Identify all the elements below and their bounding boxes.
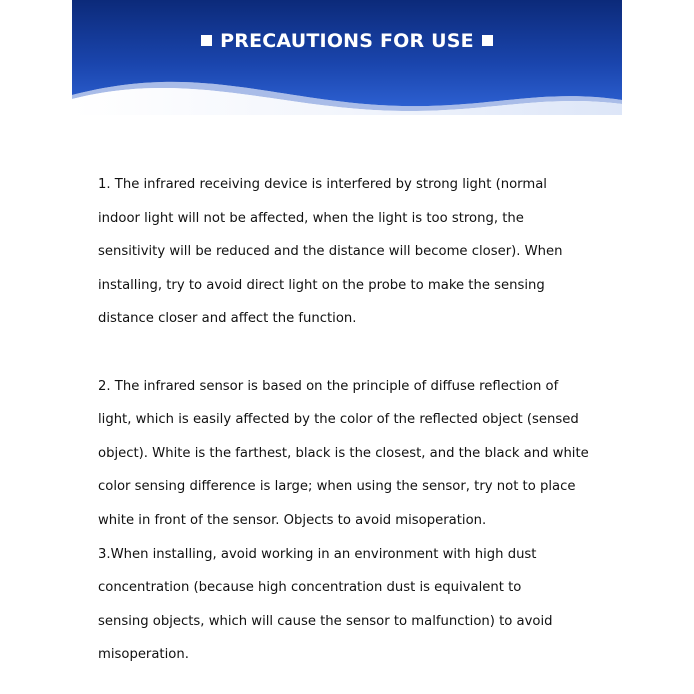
precaution-item-3 — [98, 540, 618, 674]
text-line: concentration (because high concentration dust is equivalent to — [98, 580, 522, 596]
square-icon — [201, 35, 212, 46]
text-line: sensitivity will be reduced and the distance will become closer). When — [98, 244, 563, 260]
text-line: distance closer and affect the function. — [98, 311, 357, 327]
text-line: 2. The infrared sensor is based on the principle of diffuse reflection of — [98, 378, 559, 394]
page — [72, 0, 622, 694]
text-line: white in front of the sensor. Objects to avoid misoperation. — [98, 512, 487, 528]
text-line: installing, try to avoid direct light on the probe to make the sensing — [98, 277, 545, 293]
precautions-list — [98, 170, 618, 674]
text-line: light, which is easily affected by the color of the reflected object (sensed — [98, 412, 579, 428]
text-line: color sensing difference is large; when using the sensor, try not to place — [98, 479, 576, 495]
header-banner — [72, 0, 622, 115]
text-line: misoperation. — [98, 647, 189, 663]
paragraph-spacer — [98, 338, 618, 372]
square-icon — [482, 35, 493, 46]
text-line: indoor light will not be affected, when the light is too strong, the — [98, 210, 524, 226]
text-line: sensing objects, which will cause the sensor to malfunction) to avoid — [98, 613, 553, 629]
banner-wave-graphic — [72, 0, 622, 115]
page-title — [72, 30, 622, 52]
precaution-item-1 — [98, 170, 618, 338]
text-line: object). White is the farthest, black is the closest, and the black and white — [98, 445, 589, 461]
text-line: 1. The infrared receiving device is interfered by strong light (normal — [98, 177, 547, 192]
title-text: PRECAUTIONS FOR USE — [220, 30, 474, 52]
precaution-item-2 — [98, 372, 618, 540]
text-line: 3.When installing, avoid working in an environment with high dust — [98, 546, 537, 562]
